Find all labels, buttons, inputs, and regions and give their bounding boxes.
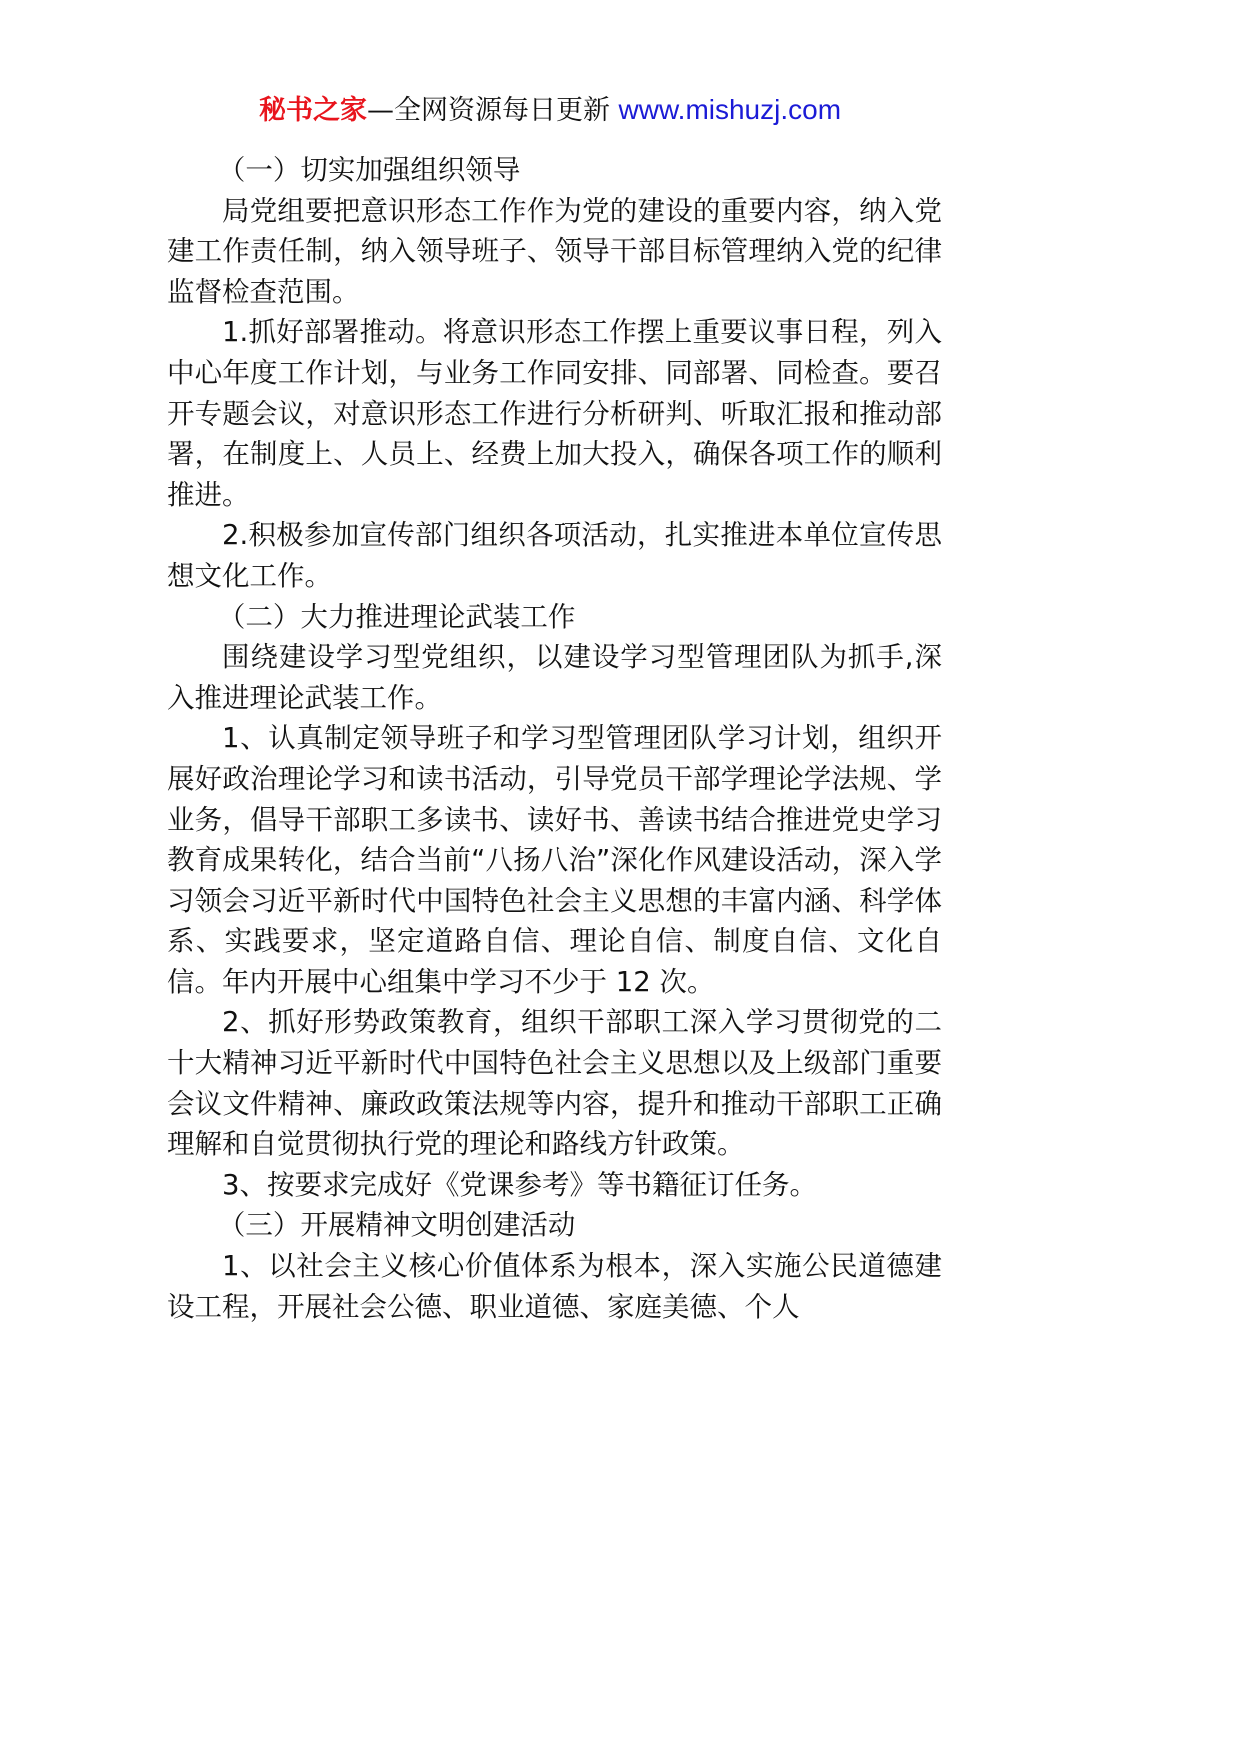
paragraph: 围绕建设学习型党组织，以建设学习型管理团队为抓手,深入推进理论武装工作。	[167, 641, 942, 714]
paragraph: 3、按要求完成好《党课参考》等书籍征订任务。	[222, 1168, 817, 1201]
paragraph: 1.抓好部署推动。将意识形态工作摆上重要议事日程，列入中心年度工作计划，与业务工作同安排、同部署、同检查。要召开专题会议，对意识形态工作进行分析研判、听取汇报和推动部署，在制度上、人员上、经费上加大投入，确保各项工作的顺利推进。	[167, 316, 942, 511]
paragraph: 2.积极参加宣传部门组织各项活动，扎实推进本单位宣传思想文化工作。	[167, 519, 942, 592]
paragraph: 局党组要把意识形态工作作为党的建设的重要内容，纳入党建工作责任制，纳入领导班子、领导干部目标管理纳入党的纪律监督检查范围。	[167, 194, 942, 308]
section-heading-2: （二）大力推进理论武装工作	[217, 600, 576, 633]
paragraph: 2、抓好形势政策教育，组织干部职工深入学习贯彻党的二十大精神习近平新时代中国特色社会主义思想以及上级部门重要会议文件精神、廉政政策法规等内容，提升和推动干部职工正确理解和自觉贯彻执行党的理论和路线方针政策。	[167, 1006, 942, 1161]
section-heading-1: （一）切实加强组织领导	[217, 154, 521, 186]
page-header	[0, 88, 1100, 133]
paragraph: 1、认真制定领导班子和学习型管理团队学习计划，组织开展好政治理论学习和读书活动，引导党员干部学理论学法规、学业务，倡导干部职工多读书、读好书、善读书结合推进党史学习教育成果转化，结合当前“八扬八治”深化作风建设活动，深入学习领会习近平新时代中国特色社会主义思想的丰富内涵、科学体系、实践要求，坚定道路自信、理论自信、制度自信、文化自信。年内开展中心组集中学习不少于 12 次。	[167, 722, 942, 998]
site-tagline: —全网资源每日更新	[366, 95, 619, 126]
section-heading-3: （三）开展精神文明创建活动	[217, 1209, 576, 1242]
paragraph: 1、以社会主义核心价值体系为根本，深入实施公民道德建设工程，开展社会公德、职业道德、家庭美德、个人	[167, 1250, 942, 1323]
site-brand: 秘书之家	[258, 95, 367, 126]
site-url-link[interactable]: www.mishuzj.com	[618, 94, 842, 125]
document-body	[167, 150, 942, 1327]
